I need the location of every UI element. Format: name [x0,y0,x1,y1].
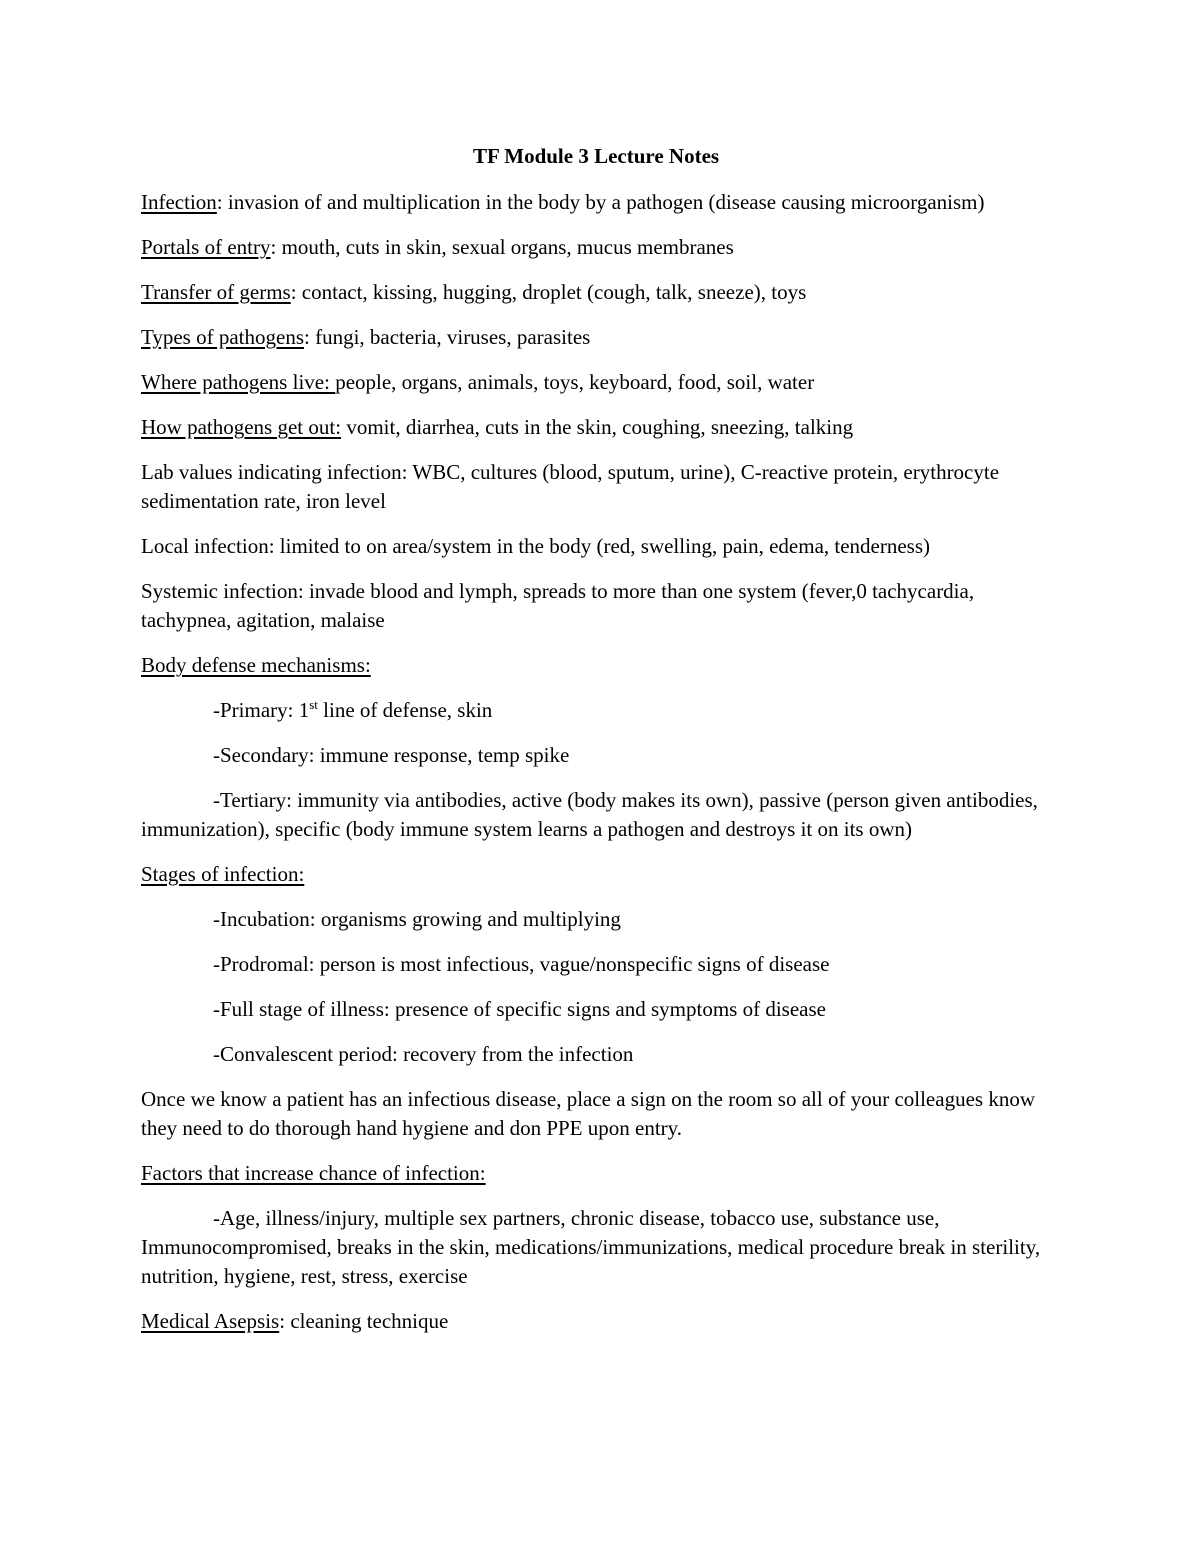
heading-stages-text: Stages of infection: [141,862,305,886]
defense-tertiary [141,786,1051,844]
term-asepsis: Medical Asepsis [141,1309,280,1333]
defense-primary-pre: -Primary: 1 [213,698,310,722]
factors-text [141,1204,1051,1291]
paragraph-local: Local infection: limited to on area/system in the body (red, swelling, pain, edema, tenderness) [141,534,931,558]
definition-infection: : invasion of and multiplication in the body by a pathogen (disease causing microorganism) [216,190,985,214]
defense-primary [141,696,1051,725]
defense-primary-sup: st [309,697,318,712]
term-transfer: Transfer of germs [141,280,291,304]
definition-types: : fungi, bacteria, viruses, parasites [304,325,591,349]
stage-item: -Incubation: organisms growing and multiplying [213,907,621,931]
paragraph-infection [141,188,1051,217]
heading-stages [141,860,1051,889]
definition-how: vomit, diarrhea, cuts in the skin, coughing, sneezing, talking [341,415,854,439]
term-types: Types of pathogens [141,325,304,349]
document-page [141,140,1051,1352]
paragraph-portals [141,233,1051,262]
paragraph-systemic: Systemic infection: invade blood and lymph, spreads to more than one system (fever,0 tachycardia, tachypnea, agitation, malaise [141,579,975,632]
paragraph-where [141,368,1051,397]
term-portals: Portals of entry [141,235,271,259]
stage-item: -Convalescent period: recovery from the infection [213,1042,634,1066]
paragraph-transfer [141,278,1051,307]
paragraph-how [141,413,1051,442]
heading-factors [141,1159,1051,1188]
paragraph-types [141,323,1051,352]
definition-asepsis: : cleaning technique [279,1309,449,1333]
paragraph-once: Once we know a patient has an infectious disease, place a sign on the room so all of your colleagues know they need to do thorough hand hygiene and don PPE upon entry. [141,1087,1035,1140]
heading-factors-text: Factors that increase chance of infection: [141,1161,486,1185]
paragraph-lab: Lab values indicating infection: WBC, cultures (blood, sputum, urine), C-reactive protein, erythrocyte sedimentation rate, iron level [141,460,1000,513]
defense-secondary: -Secondary: immune response, temp spike [213,743,570,767]
defense-primary-post: line of defense, skin [317,698,493,722]
factors-text-body: -Age, illness/injury, multiple sex partners, chronic disease, tobacco use, substance use, Immunocompromised, breaks in the skin, medications/immunizations, medical procedure break in sterility, nutrition, hygiene, rest, stress, exercise [141,1206,1041,1288]
document-title: TF Module 3 Lecture Notes [472,144,720,168]
heading-defense [141,651,1051,680]
stage-item: -Full stage of illness: presence of specific signs and symptoms of disease [213,997,826,1021]
definition-portals: : mouth, cuts in skin, sexual organs, mucus membranes [270,235,734,259]
term-infection: Infection [141,190,217,214]
paragraph-asepsis [141,1307,1051,1336]
heading-defense-text: Body defense mechanisms: [141,653,371,677]
stage-item: -Prodromal: person is most infectious, vague/nonspecific signs of disease [213,952,830,976]
term-how: How pathogens get out: [141,415,342,439]
definition-transfer: : contact, kissing, hugging, droplet (cough, talk, sneeze), toys [290,280,807,304]
defense-tertiary-text: -Tertiary: immunity via antibodies, active (body makes its own), passive (person given antibodies, immunization), specific (body immune system learns a pathogen and destroys it on its own) [141,788,1038,841]
definition-where: people, organs, animals, toys, keyboard, food, soil, water [335,370,815,394]
term-where: Where pathogens live: [141,370,336,394]
